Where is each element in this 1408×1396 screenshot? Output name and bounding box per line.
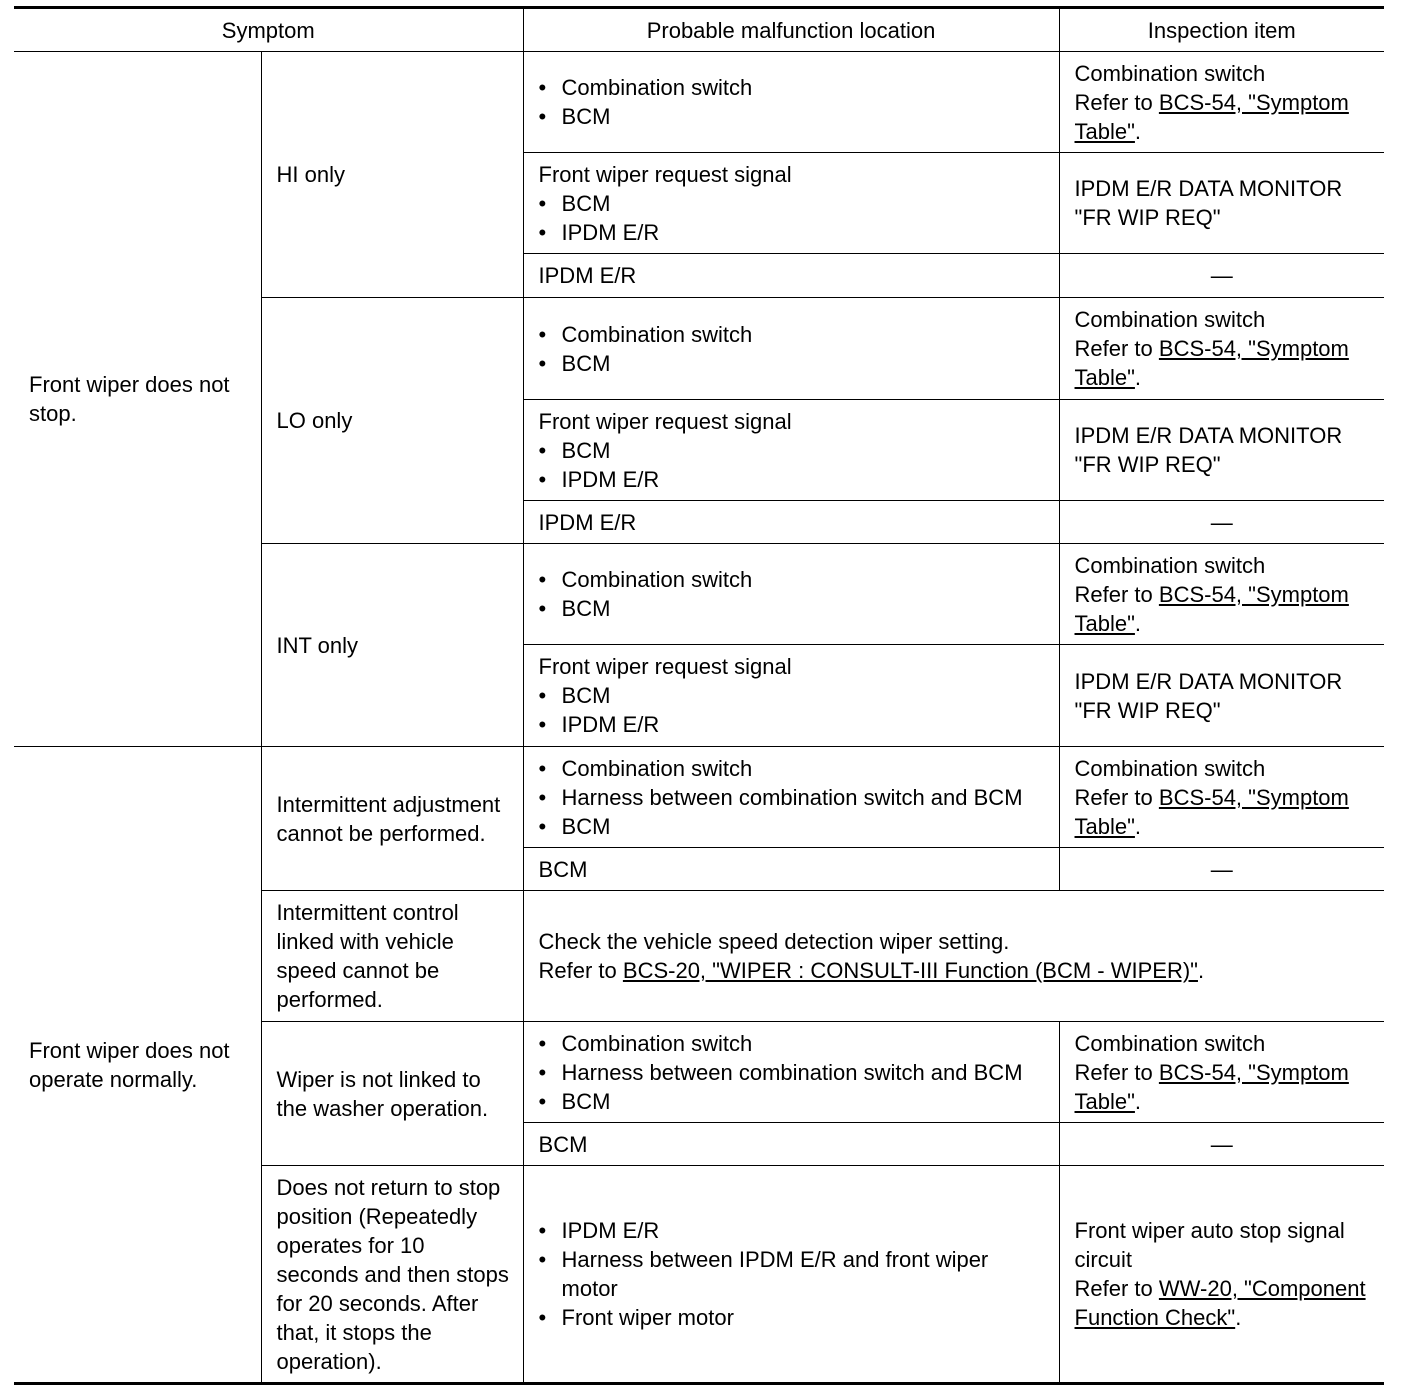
symptom-table-container — [14, 6, 1384, 1385]
reference-link[interactable]: BCS-54, "Symptom Table" — [1074, 336, 1349, 390]
reference-link[interactable]: BCS-54, "Symptom Table" — [1074, 784, 1349, 839]
inspection-title: Combination switch — [1074, 307, 1266, 332]
list-item: • Harness between combination switch and BCM — [539, 1058, 1049, 1087]
list-item: • Combination switch — [539, 754, 1049, 783]
location-list — [539, 1216, 1049, 1332]
location-cell — [523, 1166, 1059, 1384]
list-item: • BCM — [539, 189, 1049, 218]
inspection-dash: — — [1059, 254, 1384, 298]
period: . — [1134, 813, 1142, 839]
list-item: • BCM — [539, 594, 1049, 623]
location-list — [539, 681, 1049, 739]
list-item: • BCM — [539, 436, 1049, 465]
inspection-title: Front wiper auto stop signal circuit — [1074, 1218, 1345, 1272]
reference-link[interactable]: WW-20, "Component Function Check" — [1074, 1276, 1366, 1330]
location-list — [539, 754, 1049, 841]
sub-symptom-lo-only: LO only — [261, 298, 523, 544]
location-cell — [523, 153, 1059, 254]
inspection-cell — [1059, 1022, 1384, 1123]
location-list — [539, 436, 1049, 494]
header-symptom: Symptom — [14, 8, 523, 52]
sub-symptom-vehicle-speed: Intermittent control linked with vehicle speed cannot be performed. — [261, 891, 523, 1022]
header-row — [14, 8, 1384, 52]
inspection-line: IPDM E/R DATA MONITOR — [1074, 423, 1343, 448]
refer-to-text: Refer to — [538, 958, 623, 983]
location-cell: BCM — [523, 848, 1059, 891]
period: . — [1134, 365, 1142, 390]
list-item: • BCM — [539, 1087, 1049, 1116]
reference-link[interactable]: BCS-54, "Symptom Table" — [1074, 581, 1349, 636]
location-cell — [523, 645, 1059, 747]
list-item: • Combination switch — [539, 1029, 1049, 1058]
symptom-table — [14, 6, 1384, 1385]
inspection-title: Combination switch — [1074, 1030, 1266, 1056]
inspection-cell — [1059, 52, 1384, 153]
list-item: • Harness between combination switch and BCM — [539, 783, 1049, 812]
symptom-front-wiper-does-not-stop: Front wiper does not stop. — [14, 52, 261, 747]
list-item: • IPDM E/R — [539, 1216, 1049, 1245]
inspection-cell — [1059, 645, 1384, 747]
inspection-cell — [1059, 1166, 1384, 1384]
inspection-cell — [1059, 544, 1384, 645]
inspection-line: "FR WIP REQ" — [1074, 452, 1221, 477]
location-cell: IPDM E/R — [523, 501, 1059, 544]
location-cell: BCM — [523, 1123, 1059, 1166]
table-row — [14, 747, 1384, 848]
location-cell — [523, 747, 1059, 848]
location-cell — [523, 544, 1059, 645]
inspection-dash: — — [1059, 848, 1384, 891]
location-heading: Front wiper request signal — [538, 654, 792, 679]
location-cell — [523, 52, 1059, 153]
location-cell — [523, 1022, 1059, 1123]
period: . — [1134, 610, 1142, 636]
refer-to-text: Refer to — [1074, 1276, 1159, 1301]
inspection-cell — [1059, 153, 1384, 254]
location-list — [539, 320, 1049, 378]
location-cell: IPDM E/R — [523, 254, 1059, 298]
inspection-title: Combination switch — [1074, 755, 1266, 781]
period: . — [1235, 1305, 1242, 1330]
inspection-line: IPDM E/R DATA MONITOR — [1074, 176, 1343, 201]
reference-link[interactable]: BCS-20, "WIPER : CONSULT-III Function (BCM - WIPER)" — [622, 958, 1198, 983]
list-item: • Combination switch — [539, 73, 1049, 102]
inspection-cell — [1059, 298, 1384, 400]
inspection-title: Combination switch — [1074, 60, 1266, 86]
location-heading: Front wiper request signal — [538, 408, 792, 434]
location-list — [539, 1029, 1049, 1116]
merged-location-inspection-cell — [523, 891, 1384, 1022]
reference-link[interactable]: BCS-54, "Symptom Table" — [1074, 1059, 1349, 1114]
list-item: • Combination switch — [539, 320, 1049, 349]
symptom-front-wiper-does-not-operate-normally: Front wiper does not operate normally. — [14, 747, 261, 1384]
inspection-cell — [1059, 400, 1384, 501]
location-heading: Front wiper request signal — [538, 161, 792, 187]
period: . — [1197, 958, 1205, 983]
list-item: • BCM — [539, 812, 1049, 841]
refer-to-text: Refer to — [1074, 336, 1159, 361]
instruction-line: Check the vehicle speed detection wiper setting. — [538, 929, 1010, 954]
period: . — [1134, 1088, 1142, 1114]
sub-symptom-return-to-stop: Does not return to stop position (Repeatedly operates for 10 seconds and then stops for 20 seconds. After that, it stops the operation). — [261, 1166, 523, 1384]
header-location: Probable malfunction location — [523, 8, 1059, 52]
location-cell — [523, 298, 1059, 400]
refer-to-text: Refer to — [1074, 581, 1159, 607]
table-row — [14, 52, 1384, 153]
inspection-line: IPDM E/R DATA MONITOR — [1074, 668, 1343, 694]
inspection-line: "FR WIP REQ" — [1074, 205, 1221, 230]
location-list — [539, 73, 1049, 131]
location-cell — [523, 400, 1059, 501]
list-item: • BCM — [539, 102, 1049, 131]
inspection-line: "FR WIP REQ" — [1074, 697, 1221, 723]
list-item: • IPDM E/R — [539, 218, 1049, 247]
list-item: • IPDM E/R — [539, 710, 1049, 739]
sub-symptom-washer-link: Wiper is not linked to the washer operation. — [261, 1022, 523, 1166]
refer-to-text: Refer to — [1074, 1059, 1159, 1085]
location-list — [539, 189, 1049, 247]
inspection-cell — [1059, 747, 1384, 848]
inspection-dash: — — [1059, 1123, 1384, 1166]
list-item: • IPDM E/R — [539, 465, 1049, 494]
list-item: • Combination switch — [539, 565, 1049, 594]
refer-to-text: Refer to — [1074, 784, 1159, 810]
list-item: • BCM — [539, 681, 1049, 710]
sub-symptom-intermittent-adjustment: Intermittent adjustment cannot be performed. — [261, 747, 523, 891]
inspection-title: Combination switch — [1074, 552, 1266, 578]
location-list — [539, 565, 1049, 623]
refer-to-text: Refer to — [1074, 89, 1159, 115]
sub-symptom-hi-only: HI only — [261, 52, 523, 298]
inspection-dash: — — [1059, 501, 1384, 544]
header-inspection: Inspection item — [1059, 8, 1384, 52]
period: . — [1134, 118, 1142, 144]
sub-symptom-int-only: INT only — [261, 544, 523, 747]
list-item: • Front wiper motor — [539, 1303, 1049, 1332]
list-item: • BCM — [539, 349, 1049, 378]
reference-link[interactable]: BCS-54, "Symptom Table" — [1074, 89, 1349, 144]
list-item: • Harness between IPDM E/R and front wiper motor — [539, 1245, 1049, 1303]
